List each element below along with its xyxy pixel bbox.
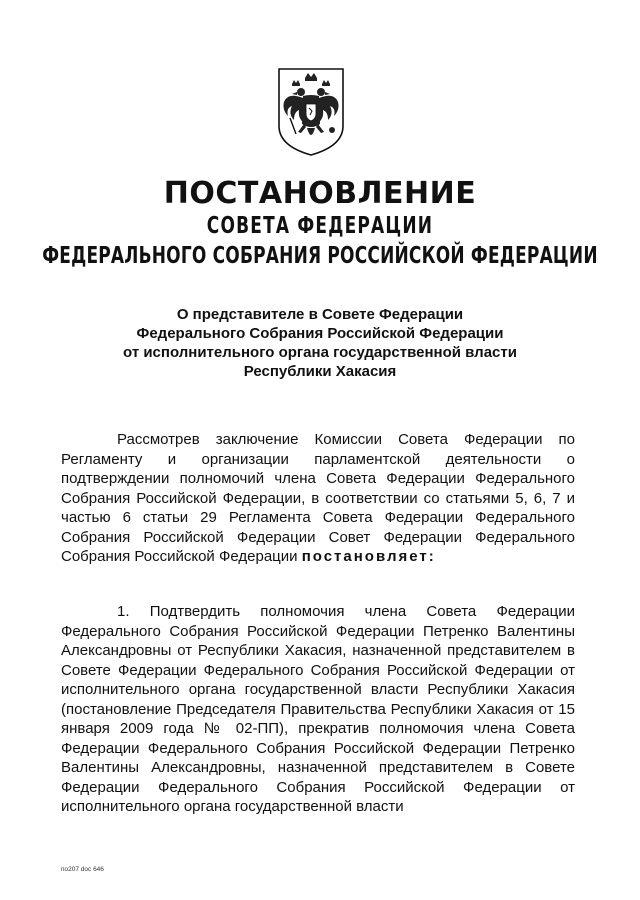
preamble-paragraph: [61, 430, 575, 567]
coat-of-arms-icon: [276, 66, 346, 158]
subject-line: Федерального Собрания Российской Федерации: [136, 325, 504, 342]
issuing-body-line2: ФЕДЕРАЛЬНОГО СОБРАНИЯ РОССИЙСКОЙ ФЕДЕРАЦИИ: [42, 242, 598, 270]
document-subject: [60, 305, 580, 381]
subject-line: О представителе в Совете Федерации: [176, 306, 464, 323]
clause-1-paragraph: [61, 602, 575, 817]
issuing-body-line1: СОВЕТА ФЕДЕРАЦИИ: [206, 212, 434, 240]
subject-line: Республики Хакасия: [243, 363, 397, 380]
subject-line: от исполнительного органа государственной власти: [123, 344, 517, 361]
clause-1-text: 1. Подтвердить полномочия члена Совета Федерации Федерального Собрания Российской Федерации Петренко Валентины Александровны от Республики Хакасия, назначенной представителем в Совете Федерации Федерального Собрания Российской Федерации от исполнительного органа государственной власти Республики Хакасия (постановление Председателя Правительства Республики Хакасия от 15 января 2009 года № 02-ПП), прекратив полномочия члена Совета Федерации Федерального Собрания Российской Федерации Петренко Валентины Александровны, назначенной представителем в Совете Федерации Федерального Собрания Российской Федерации от исполнительного органа государственной власти: [61, 603, 575, 815]
document-type-title: ПОСТАНОВЛЕНИЕ: [163, 176, 477, 211]
document-file-code: по207 doc 646: [61, 866, 104, 873]
decree-word: постановляет:: [301, 548, 436, 565]
preamble-text: Рассмотрев заключение Комиссии Совета Федерации по Регламенту и организации парламентской деятельности о подтверждении полномочий члена Совета Федерации Федерального Собрания Российской Федерации, в соответствии со статьями 5, 6, 7 и частью 6 статьи 29 Регламента Совета Федерации Федерального Собрания Российской Федерации Совет Федерации Федерального Собрания Российской Федерации: [61, 431, 575, 565]
